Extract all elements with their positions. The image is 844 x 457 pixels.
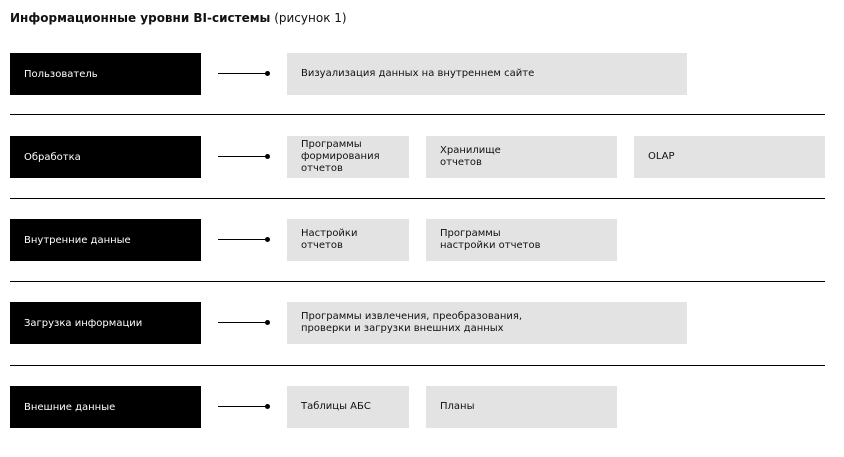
diagram-title-main: Информационные уровни BI-системы: [10, 11, 271, 25]
connector-line: [218, 73, 268, 74]
layer-label-internal-data: Внутренние данные: [10, 219, 201, 261]
connector-line: [218, 239, 268, 240]
connector-dot: [265, 71, 270, 76]
component-etl-programs: Программы извлечения, преобразования, проверки и загрузки внешних данных: [287, 302, 687, 344]
connector-line: [218, 322, 268, 323]
layer-label-processing: Обработка: [10, 136, 201, 178]
level-row-user: [0, 53, 844, 96]
component-report-storage: Хранилище отчетов: [426, 136, 617, 178]
component-abs-tables: Таблицы АБС: [287, 386, 409, 428]
component-report-programs: Программы формирования отчетов: [287, 136, 409, 178]
level-row-processing: [0, 136, 844, 179]
connector-dot: [265, 154, 270, 159]
level-row-loading: [0, 302, 844, 345]
connector-line: [218, 406, 268, 407]
connector-dot: [265, 404, 270, 409]
layer-label-loading: Загрузка информации: [10, 302, 201, 344]
diagram-title-caption: (рисунок 1): [270, 11, 347, 25]
component-report-settings: Настройки отчетов: [287, 219, 409, 261]
component-settings-programs: Программы настройки отчетов: [426, 219, 617, 261]
level-separator: [10, 365, 825, 366]
level-separator: [10, 198, 825, 199]
level-row-internal-data: [0, 219, 844, 262]
connector-dot: [265, 237, 270, 242]
component-plans: Планы: [426, 386, 617, 428]
level-separator: [10, 114, 825, 115]
connector-line: [218, 156, 268, 157]
level-row-external-data: [0, 386, 844, 429]
diagram-title: [10, 10, 347, 26]
layer-label-user: Пользователь: [10, 53, 201, 95]
level-separator: [10, 281, 825, 282]
component-visualization: Визуализация данных на внутреннем сайте: [287, 53, 687, 95]
component-olap: OLAP: [634, 136, 825, 178]
connector-dot: [265, 320, 270, 325]
layer-label-external-data: Внешние данные: [10, 386, 201, 428]
